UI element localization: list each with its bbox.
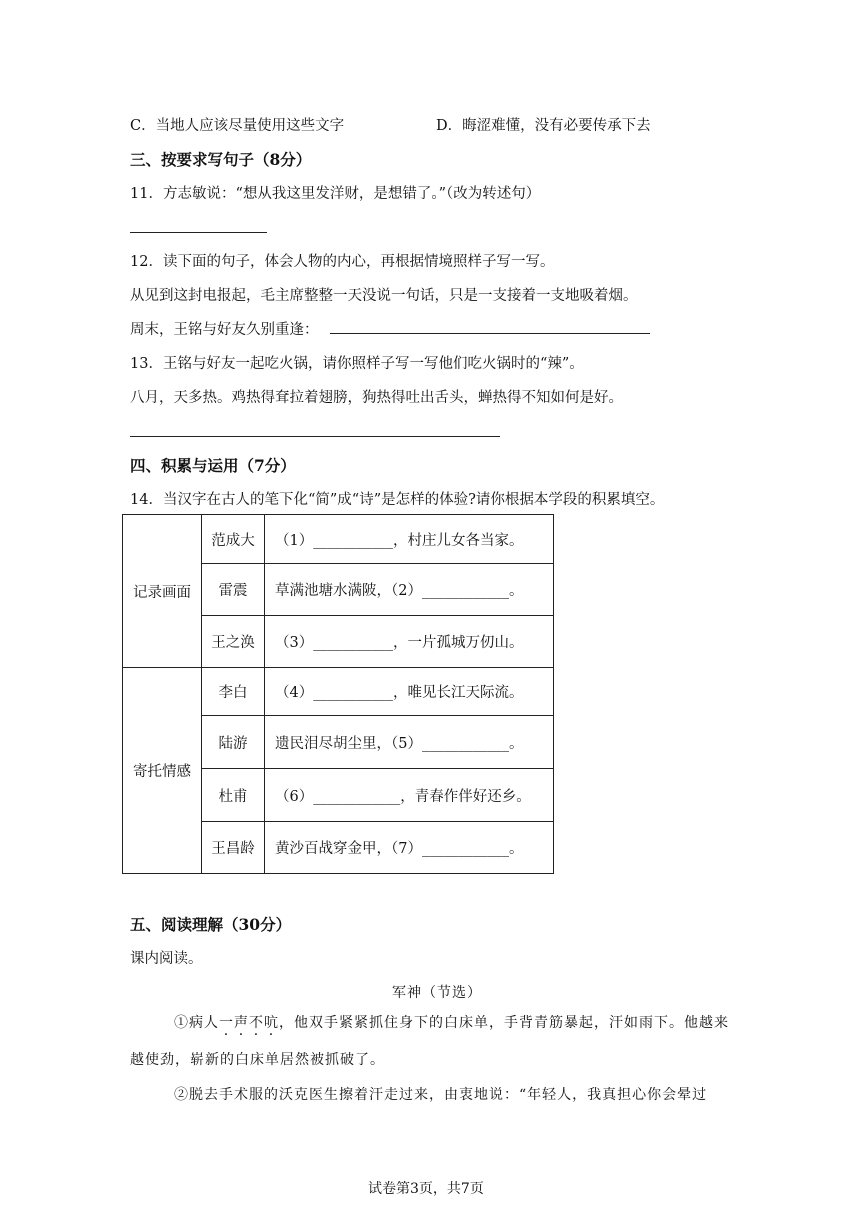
question-11: 11．方志敏说：“想从我这里发洋财，是想错了。”（改为转述句） [130,186,541,202]
category-cell: 记录画面 [123,515,202,668]
question-12: 12．读下面的句子，体会人物的内心，再根据情境照样子写一写。 [130,254,555,270]
answer-line-12[interactable] [330,333,650,334]
paragraph-rest: ，他双手紧紧抓住身下的白床单，手背青筋暴起，汗如雨下。他越来 [279,1015,729,1031]
poet-cell: 陆游 [202,716,265,769]
question-13-example: 八月，天多热。鸡热得耷拉着翅膀，狗热得吐出舌头，蝉热得不知如何是好。 [130,390,623,406]
verse-cell[interactable]: （3）___________，一片孤城万仞山。 [265,616,554,668]
question-12-prompt: 周末，王铭与好友久别重逢： [130,322,319,338]
passage-paragraph-2: ②脱去手术服的沃克医生擦着汗走过来，由衷地说：“年轻人，我真担心你会晕过 [174,1087,708,1103]
dotted-char: 吭 [264,1015,279,1031]
dotted-char: 一 [219,1015,234,1031]
question-13: 13．王铭与好友一起吃火锅，请你照样子写一写他们吃火锅时的“辣”。 [130,356,584,372]
page-footer: 试卷第3页，共7页 [368,1181,484,1197]
poet-cell: 李白 [202,668,265,716]
verse-cell[interactable]: （6）____________，青春作伴好还乡。 [265,769,554,822]
passage-paragraph-1 [174,1012,729,1032]
passage-title: 军神（节选） [392,985,482,1001]
option-d: D．晦涩难懂，没有必要传承下去 [436,118,651,134]
poet-cell: 王昌龄 [202,822,265,874]
poet-cell: 王之涣 [202,616,265,668]
verse-cell[interactable]: 遗民泪尽胡尘里，（5）____________。 [265,716,554,769]
category-cell: 寄托情感 [123,668,202,874]
poet-cell: 雷震 [202,564,265,616]
question-12-example: 从见到这封电报起，毛主席整整一天没说一句话，只是一支接着一支地吸着烟。 [130,288,638,304]
poet-cell: 杜甫 [202,769,265,822]
question-14: 14．当汉字在古人的笔下化“简”成“诗”是怎样的体验?请你根据本学段的积累填空。 [130,492,665,508]
poet-cell: 范成大 [202,515,265,564]
passage-paragraph-1-line-2: 越使劲，崭新的白床单居然被抓破了。 [130,1052,385,1068]
paragraph-prefix: ①病人 [174,1015,219,1031]
section-5-title: 五、阅读理解（30分） [130,915,292,934]
poem-table [122,514,554,874]
verse-cell[interactable]: 黄沙百战穿金甲，（7）____________。 [265,822,554,874]
dotted-char: 声 [234,1015,249,1031]
verse-cell[interactable]: （4）___________，唯见长江天际流。 [265,668,554,716]
verse-cell[interactable]: （1）___________，村庄儿女各当家。 [265,515,554,564]
answer-line-11[interactable] [130,232,267,233]
answer-line-13[interactable] [130,436,500,437]
section-3-title: 三、按要求写句子（8分） [130,150,312,169]
dotted-char: 不 [249,1015,264,1031]
verse-cell[interactable]: 草满池塘水满陂，（2）____________。 [265,564,554,616]
section-4-title: 四、积累与运用（7分） [130,456,296,475]
section-5-subtitle: 课内阅读。 [130,951,203,967]
option-c: C．当地人应该尽量使用这些文字 [130,118,345,134]
